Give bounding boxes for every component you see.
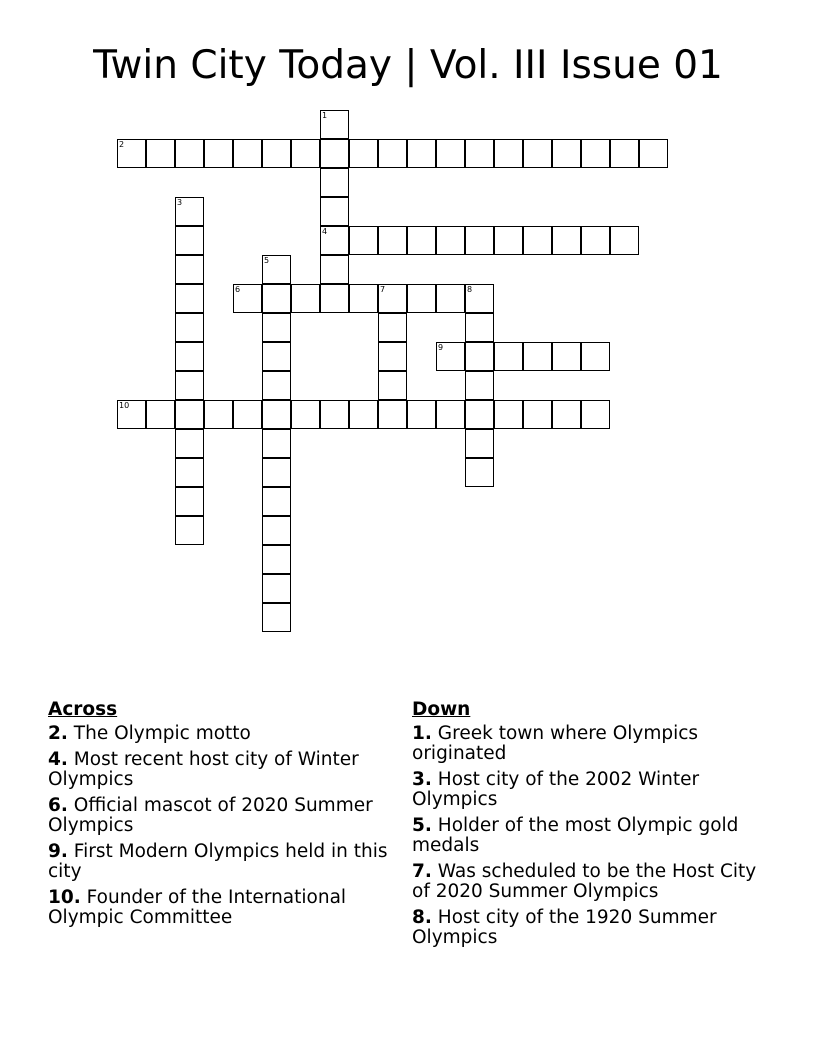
clue-number: 6. xyxy=(48,795,68,816)
grid-cell[interactable] xyxy=(117,139,146,168)
across-clue xyxy=(48,842,393,882)
grid-cell[interactable] xyxy=(349,139,378,168)
grid-cell[interactable] xyxy=(465,139,494,168)
grid-cell[interactable] xyxy=(320,255,349,284)
grid-cell[interactable] xyxy=(465,458,494,487)
cell-number: 4 xyxy=(322,227,328,236)
down-heading: Down xyxy=(412,699,471,720)
grid-cell[interactable] xyxy=(436,342,465,371)
cell-number: 8 xyxy=(467,285,473,294)
grid-cell[interactable] xyxy=(175,255,204,284)
cell-number: 1 xyxy=(322,111,328,120)
grid-cell[interactable] xyxy=(552,400,581,429)
grid-cell[interactable] xyxy=(610,226,639,255)
grid-cell[interactable] xyxy=(436,284,465,313)
grid-cell[interactable] xyxy=(349,284,378,313)
clue-number: 10. xyxy=(48,887,81,908)
cell-number: 9 xyxy=(438,343,444,352)
grid-cell[interactable] xyxy=(378,313,407,342)
clue-number: 4. xyxy=(48,749,68,770)
clue-text: The Olympic motto xyxy=(73,723,251,744)
grid-cell[interactable] xyxy=(262,371,291,400)
clue-number: 8. xyxy=(412,907,432,928)
clue-text: Founder of the International Olympic Committee xyxy=(48,887,347,928)
grid-cell[interactable] xyxy=(320,400,349,429)
cell-number: 10 xyxy=(119,401,130,410)
across-clue xyxy=(48,724,393,744)
grid-cell[interactable] xyxy=(523,226,552,255)
grid-cell[interactable] xyxy=(581,226,610,255)
grid-cell[interactable] xyxy=(407,226,436,255)
grid-cell[interactable] xyxy=(175,371,204,400)
down-clue xyxy=(412,862,757,902)
grid-cell[interactable] xyxy=(262,429,291,458)
grid-cell[interactable] xyxy=(465,371,494,400)
grid-cell[interactable] xyxy=(204,139,233,168)
grid-cell[interactable] xyxy=(320,226,349,255)
grid-cell[interactable] xyxy=(436,139,465,168)
grid-cell[interactable] xyxy=(262,139,291,168)
across-clue xyxy=(48,796,393,836)
grid-cell[interactable] xyxy=(581,342,610,371)
grid-cell[interactable] xyxy=(639,139,668,168)
grid-cell[interactable] xyxy=(378,400,407,429)
grid-cell[interactable] xyxy=(465,400,494,429)
grid-cell[interactable] xyxy=(175,342,204,371)
cell-number: 7 xyxy=(380,285,386,294)
grid-cell[interactable] xyxy=(552,226,581,255)
clue-text: First Modern Olympics held in this city xyxy=(48,841,388,882)
grid-cell[interactable] xyxy=(175,197,204,226)
grid-cell[interactable] xyxy=(407,139,436,168)
clue-text: Official mascot of 2020 Summer Olympics xyxy=(48,795,373,836)
grid-cell[interactable] xyxy=(523,139,552,168)
grid-cell[interactable] xyxy=(407,400,436,429)
across-clue xyxy=(48,888,393,928)
grid-cell[interactable] xyxy=(262,342,291,371)
clue-number: 7. xyxy=(412,861,432,882)
grid-cell[interactable] xyxy=(320,197,349,226)
clue-text: Greek town where Olympics originated xyxy=(412,723,699,764)
cell-number: 6 xyxy=(235,285,241,294)
grid-cell[interactable] xyxy=(407,284,436,313)
down-clue xyxy=(412,816,757,856)
across-clues xyxy=(48,700,393,934)
grid-cell[interactable] xyxy=(175,284,204,313)
grid-cell[interactable] xyxy=(204,400,233,429)
grid-cell[interactable] xyxy=(175,400,204,429)
down-clue xyxy=(412,724,757,764)
grid-cell[interactable] xyxy=(465,313,494,342)
grid-cell[interactable] xyxy=(378,226,407,255)
grid-cell[interactable] xyxy=(523,342,552,371)
cell-number: 2 xyxy=(119,140,125,149)
grid-cell[interactable] xyxy=(146,139,175,168)
grid-cell[interactable] xyxy=(494,400,523,429)
grid-cell[interactable] xyxy=(233,284,262,313)
page-title: Twin City Today | Vol. III Issue 01 xyxy=(93,43,723,88)
grid-cell[interactable] xyxy=(262,516,291,545)
grid-cell[interactable] xyxy=(262,574,291,603)
grid-cell[interactable] xyxy=(175,139,204,168)
cell-number: 5 xyxy=(264,256,270,265)
across-heading: Across xyxy=(48,699,118,720)
down-clues xyxy=(412,700,757,954)
grid-cell[interactable] xyxy=(262,487,291,516)
grid-cell[interactable] xyxy=(291,139,320,168)
cell-number: 3 xyxy=(177,198,183,207)
grid-cell[interactable] xyxy=(320,284,349,313)
grid-cell[interactable] xyxy=(552,342,581,371)
grid-cell[interactable] xyxy=(436,400,465,429)
grid-cell[interactable] xyxy=(175,226,204,255)
grid-cell[interactable] xyxy=(262,255,291,284)
grid-cell[interactable] xyxy=(262,458,291,487)
grid-cell[interactable] xyxy=(436,226,465,255)
grid-cell[interactable] xyxy=(175,429,204,458)
grid-cell[interactable] xyxy=(233,139,262,168)
grid-cell[interactable] xyxy=(523,400,552,429)
grid-cell[interactable] xyxy=(291,284,320,313)
grid-cell[interactable] xyxy=(233,400,262,429)
clue-text: Was scheduled to be the Host City of 2020 Summer Olympics xyxy=(412,861,757,902)
grid-cell[interactable] xyxy=(494,139,523,168)
clue-number: 3. xyxy=(412,769,432,790)
clue-number: 9. xyxy=(48,841,68,862)
grid-cell[interactable] xyxy=(378,139,407,168)
across-clue xyxy=(48,750,393,790)
grid-cell[interactable] xyxy=(494,226,523,255)
grid-cell[interactable] xyxy=(320,168,349,197)
grid-cell[interactable] xyxy=(175,516,204,545)
grid-cell[interactable] xyxy=(262,313,291,342)
grid-cell[interactable] xyxy=(349,400,378,429)
grid-cell[interactable] xyxy=(610,139,639,168)
grid-cell[interactable] xyxy=(175,487,204,516)
grid-cell[interactable] xyxy=(320,110,349,139)
grid-cell[interactable] xyxy=(262,603,291,632)
clue-text: Host city of the 1920 Summer Olympics xyxy=(412,907,717,948)
grid-cell[interactable] xyxy=(349,226,378,255)
grid-cell[interactable] xyxy=(146,400,175,429)
clue-text: Host city of the 2002 Winter Olympics xyxy=(412,769,700,810)
grid-cell[interactable] xyxy=(465,226,494,255)
grid-cell[interactable] xyxy=(465,284,494,313)
clue-number: 2. xyxy=(48,723,68,744)
clue-text: Most recent host city of Winter Olympics xyxy=(48,749,359,790)
grid-cell[interactable] xyxy=(262,400,291,429)
grid-cell[interactable] xyxy=(465,342,494,371)
grid-cell[interactable] xyxy=(262,284,291,313)
clue-number: 1. xyxy=(412,723,432,744)
grid-cell[interactable] xyxy=(175,313,204,342)
grid-cell[interactable] xyxy=(291,400,320,429)
grid-cell[interactable] xyxy=(320,139,349,168)
grid-cell[interactable] xyxy=(581,139,610,168)
grid-cell[interactable] xyxy=(494,342,523,371)
grid-cell[interactable] xyxy=(262,545,291,574)
clue-number: 5. xyxy=(412,815,432,836)
grid-cell[interactable] xyxy=(175,458,204,487)
grid-cell[interactable] xyxy=(465,429,494,458)
grid-cell[interactable] xyxy=(378,371,407,400)
down-clue xyxy=(412,908,757,948)
grid-cell[interactable] xyxy=(552,139,581,168)
grid-cell[interactable] xyxy=(378,284,407,313)
grid-cell[interactable] xyxy=(378,342,407,371)
clue-text: Holder of the most Olympic gold medals xyxy=(412,815,739,856)
grid-cell[interactable] xyxy=(117,400,146,429)
down-clue xyxy=(412,770,757,810)
grid-cell[interactable] xyxy=(581,400,610,429)
